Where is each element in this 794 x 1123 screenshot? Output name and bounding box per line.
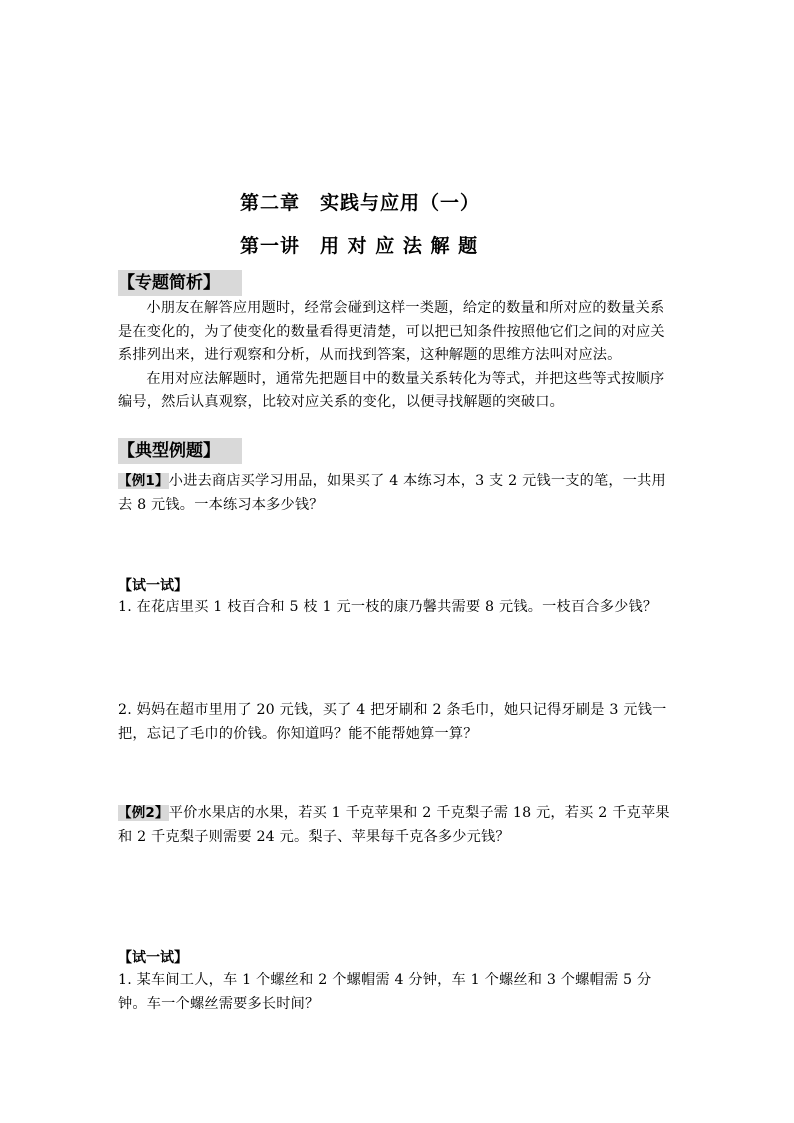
section-heading-intro: 【专题简析】 bbox=[118, 270, 242, 296]
try-2-question-1: 1. 某车间工人，车 1 个螺丝和 2 个螺帽需 4 分钟，车 1 个螺丝和 3 个螺帽需 5 分钟。车一个螺丝需要多长时间？ bbox=[118, 972, 652, 1012]
intro-text bbox=[118, 297, 678, 415]
try-1-question-2: 2. 妈妈在超市里用了 20 元钱，买了 4 把牙刷和 2 条毛巾，她只记得牙刷是 3 元钱一把，忘记了毛巾的价钱。你知道吗？能不能帮她算一算？ bbox=[118, 702, 667, 742]
lecture-title: 第一讲 用 对 应 法 解 题 bbox=[240, 235, 479, 257]
example-2-text: 平价水果店的水果，若买 1 千克苹果和 2 千克梨子需 18 元，若买 2 千克苹果和 2 千克梨子则需要 24 元。梨子、苹果每千克各多少元钱？ bbox=[118, 805, 670, 845]
try-1-question-1: 1. 在花店里买 1 枝百合和 5 枝 1 元一枝的康乃馨共需要 8 元钱。一枝百合多少钱？ bbox=[118, 599, 658, 615]
example-1-text: 小进去商店买学习用品，如果买了 4 本练习本，3 支 2 元钱一支的笔，一共用去 8 元钱。一本练习本多少钱？ bbox=[118, 473, 666, 513]
try-heading-1: 【试一试】 bbox=[118, 578, 188, 594]
intro-paragraph-1: 小朋友在解答应用题时，经常会碰到这样一类题，给定的数量和所对应的数量关系是在变化的，为了使变化的数量看得更清楚，可以把已知条件按照他它们之间的对应关系排列出来，进行观察和分析，从而找到答案，这种解题的思维方法叫对应法。 bbox=[118, 300, 665, 363]
section-heading-examples: 【典型例题】 bbox=[118, 438, 242, 464]
example-1-tag: 【例1】 bbox=[118, 473, 169, 489]
try-heading-2: 【试一试】 bbox=[118, 950, 188, 966]
intro-paragraph-2: 在用对应法解题时，通常先把题目中的数量关系转化为等式，并把这些等式按顺序编号，然后认真观察，比较对应关系的变化，以便寻找解题的突破口。 bbox=[118, 370, 665, 410]
example-1 bbox=[118, 470, 678, 517]
example-2-tag: 【例2】 bbox=[118, 805, 169, 821]
example-2 bbox=[118, 802, 678, 849]
chapter-title: 第二章 实践与应用（一） bbox=[240, 192, 481, 214]
